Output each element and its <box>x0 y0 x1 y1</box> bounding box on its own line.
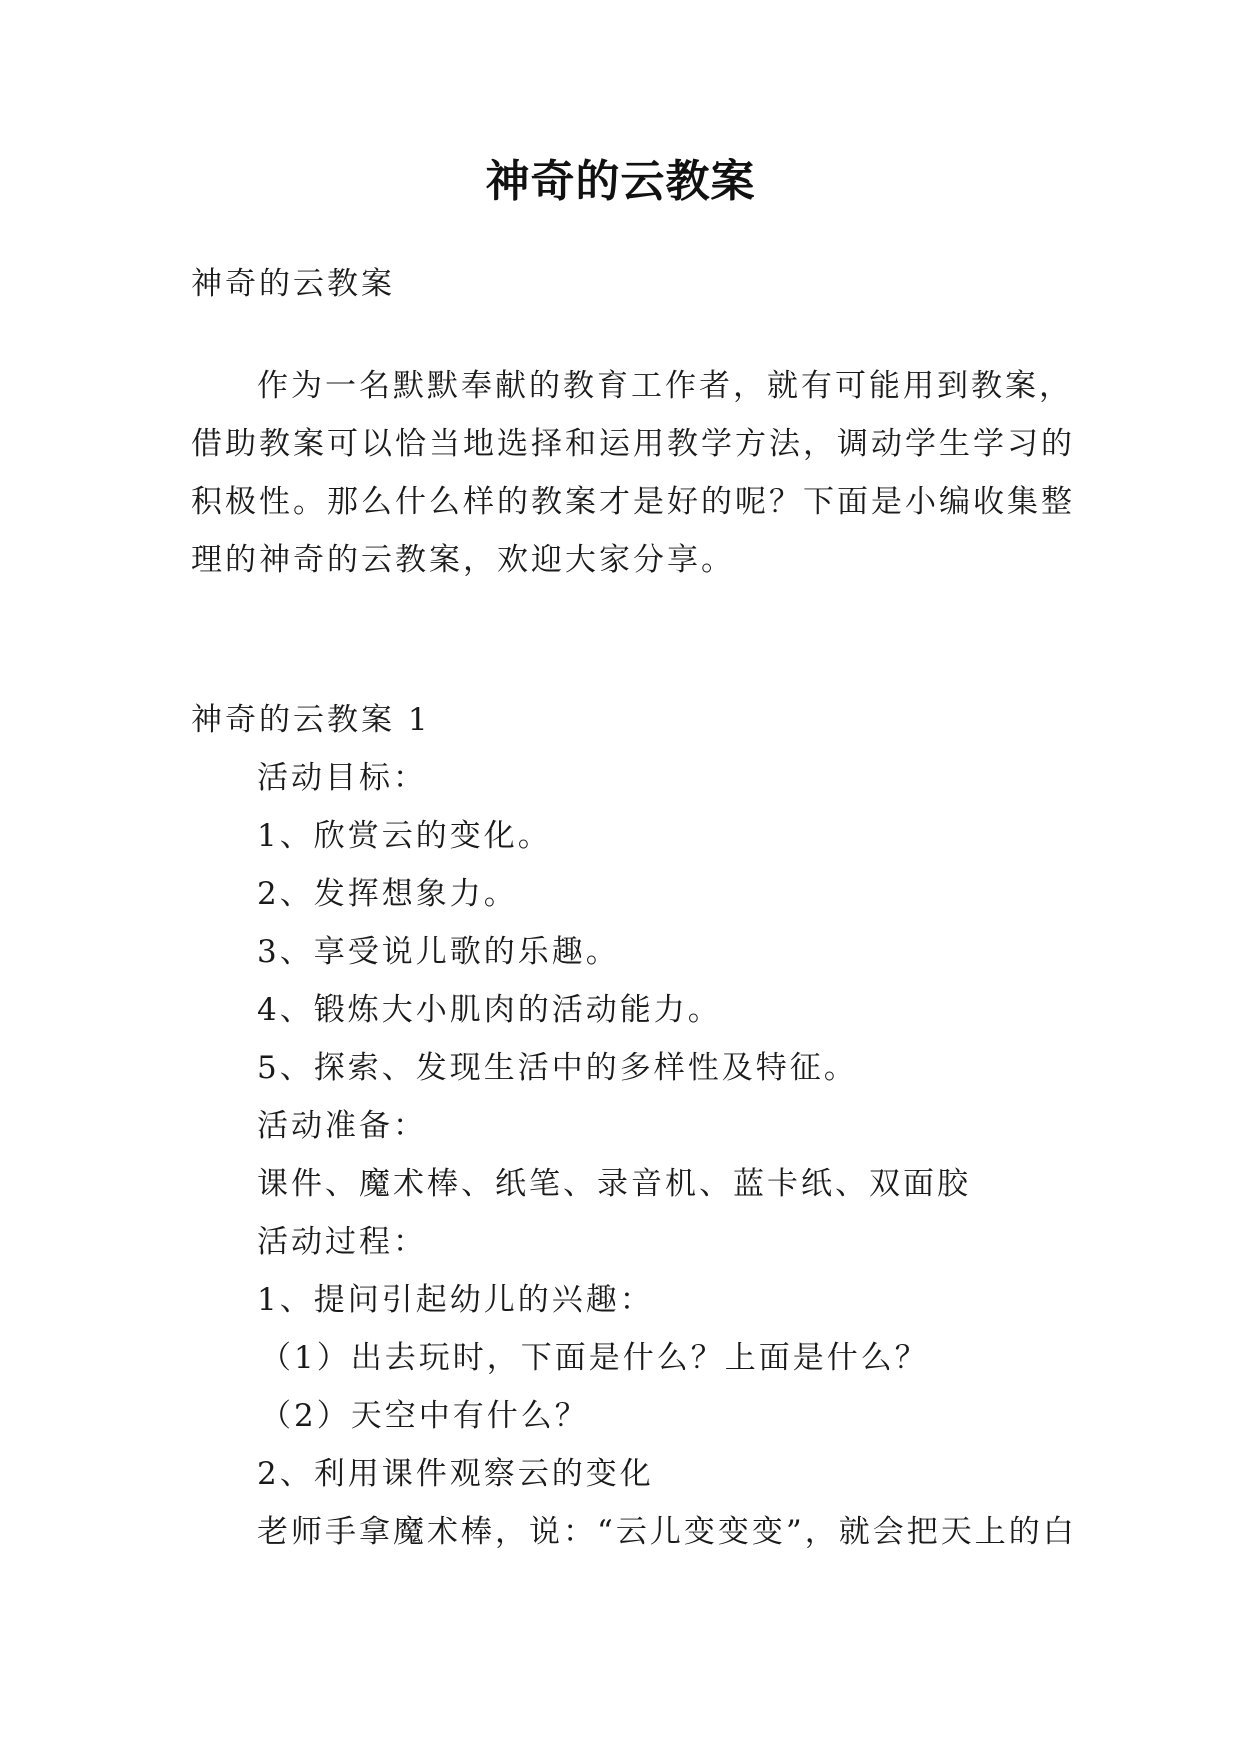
intro-line-2: 借助教案可以恰当地选择和运用教学方法，调动学生学习的 <box>191 426 1075 462</box>
intro-line-3: 积极性。那么什么样的教案才是好的呢？下面是小编收集整 <box>191 484 1075 520</box>
intro-line-1: 作为一名默默奉献的教育工作者，就有可能用到教案， <box>257 368 1073 404</box>
process-step-2: 2、利用课件观察云的变化 <box>257 1456 654 1492</box>
process-heading: 活动过程： <box>257 1224 427 1260</box>
preparation-heading: 活动准备： <box>257 1108 427 1144</box>
goal-item-2: 2、发挥想象力。 <box>257 876 518 912</box>
process-step-1: 1、提问引起幼儿的兴趣： <box>257 1282 654 1318</box>
process-step-2-detail: 老师手拿魔术棒，说：“云儿变变变”，就会把天上的白 <box>257 1514 1077 1550</box>
document-subtitle: 神奇的云教案 <box>191 266 395 302</box>
process-question-1: （1）出去玩时，下面是什么？上面是什么？ <box>260 1340 929 1376</box>
intro-line-4: 理的神奇的云教案，欢迎大家分享。 <box>191 542 735 578</box>
goal-item-4: 4、锻炼大小肌肉的活动能力。 <box>257 992 722 1028</box>
goal-item-5: 5、探索、发现生活中的多样性及特征。 <box>257 1050 858 1086</box>
goal-item-3: 3、享受说儿歌的乐趣。 <box>257 934 620 970</box>
goals-heading: 活动目标： <box>257 760 427 796</box>
document-title: 神奇的云教案 <box>485 156 756 207</box>
section-title: 神奇的云教案 1 <box>191 702 431 738</box>
preparation-materials: 课件、魔术棒、纸笔、录音机、蓝卡纸、双面胶 <box>257 1166 971 1202</box>
process-question-2: （2）天空中有什么？ <box>260 1398 589 1434</box>
goal-item-1: 1、欣赏云的变化。 <box>257 818 552 854</box>
